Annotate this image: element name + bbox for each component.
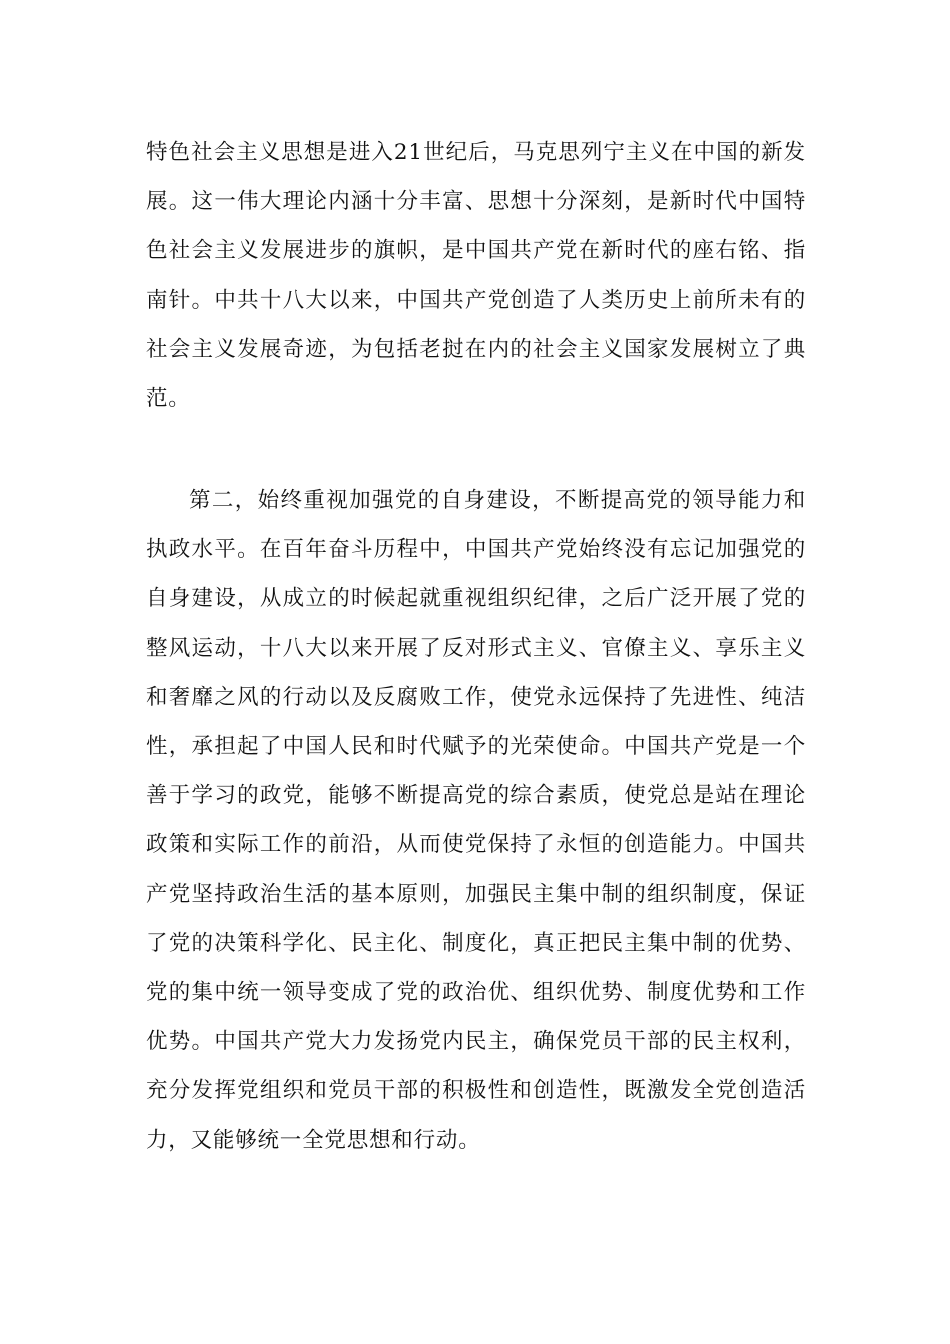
paragraph-second-point: 第二，始终重视加强党的自身建设，不断提高党的领导能力和执政水平。在百年奋斗历程中，中国共产党始终没有忘记加强党的自身建设，从成立的时候起就重视组织纪律，之后广泛开展了党的整风运动，十八大以来开展了反对形式主义、官僚主义、享乐主义和奢靡之风的行动以及反腐败工作，使党永远保持了先进性、纯洁性，承担起了中国人民和时代赋予的光荣使命。中国共产党是一个善于学习的政党，能够不断提高党的综合素质，使党总是站在理论政策和实际工作的前沿，从而使党保持了永恒的创造能力。中国共产党坚持政治生活的基本原则，加强民主集中制的组织制度，保证了党的决策科学化、民主化、制度化，真正把民主集中制的优势、党的集中统一领导变成了党的政治优、组织优势、制度优势和工作优势。中国共产党大力发扬党内民主，确保党员干部的民主权利，充分发挥党组织和党员干部的积极性和创造性，既激发全党创造活力，又能够统一全党思想和行动。 <box>146 488 806 1153</box>
paragraph-continuation: 特色社会主义思想是进入21世纪后，马克思列宁主义在中国的新发展。这一伟大理论内涵十分丰富、思想十分深刻，是新时代中国特色社会主义发展进步的旗帜，是中国共产党在新时代的座右铭、指南针。中共十八大以来，中国共产党创造了人类历史上前所未有的社会主义发展奇迹，为包括老挝在内的社会主义国家发展树立了典范。 <box>146 140 806 412</box>
